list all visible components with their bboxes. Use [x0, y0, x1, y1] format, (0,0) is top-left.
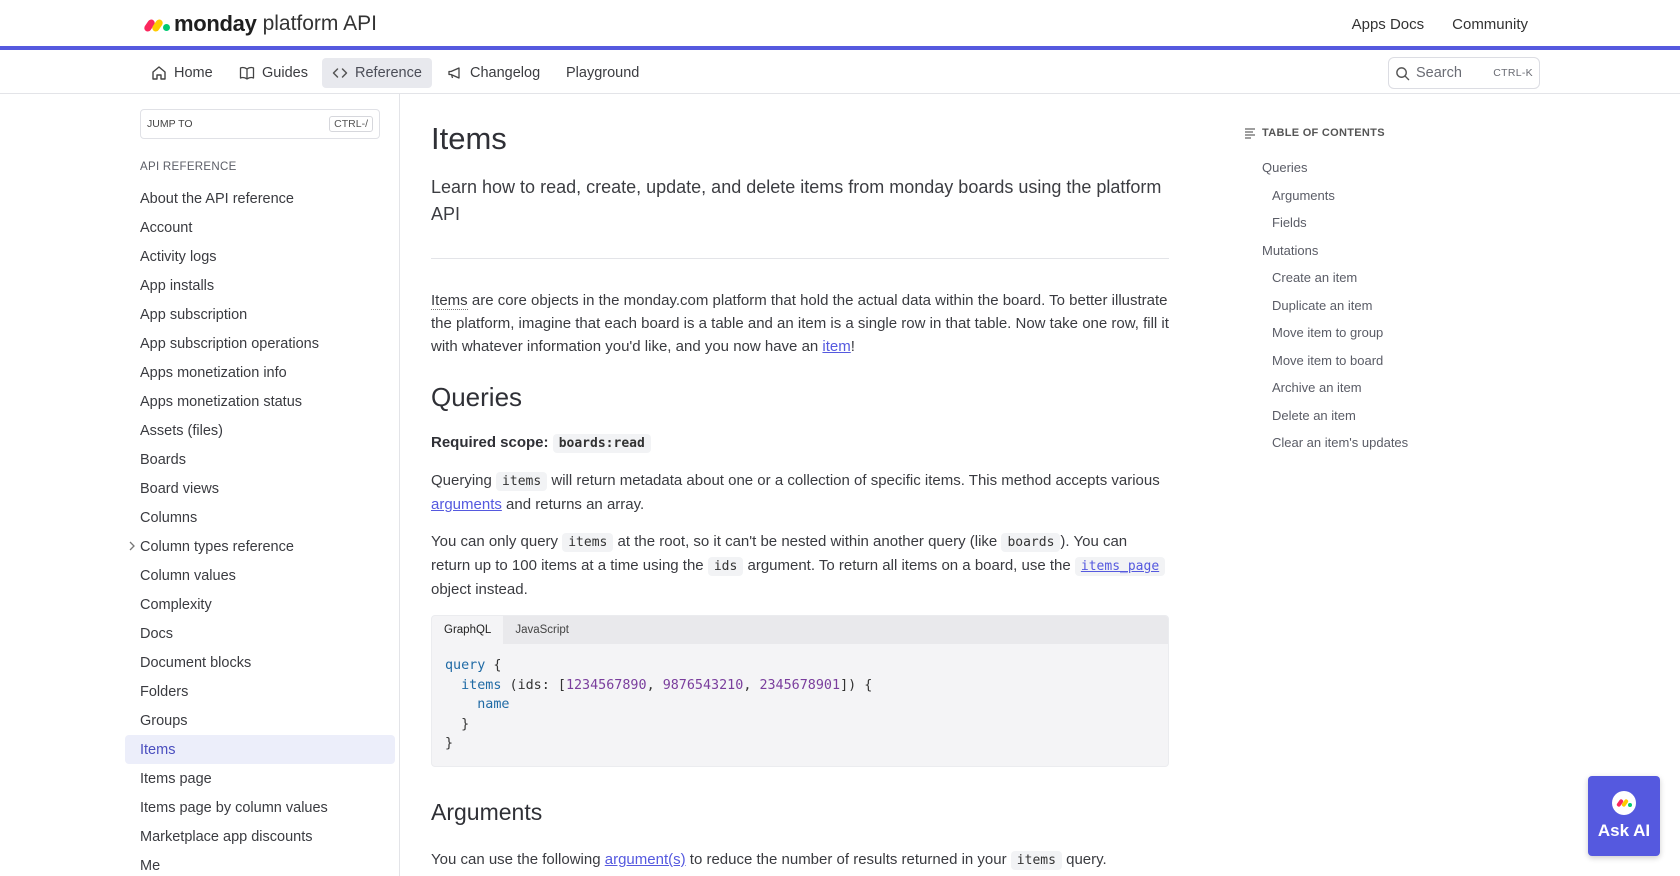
toc-heading: TABLE OF CONTENTS	[1244, 127, 1385, 139]
ask-ai-label: Ask AI	[1597, 821, 1651, 840]
sidebar-item[interactable]	[125, 532, 395, 561]
logo-text-bold: monday	[174, 11, 257, 36]
items-glossary-term[interactable]: Items	[431, 292, 468, 309]
nav-playground[interactable]	[556, 58, 649, 88]
arguments-link[interactable]: argument(s)	[604, 851, 686, 868]
sidebar-list	[125, 184, 395, 876]
sidebar-item[interactable]	[125, 213, 395, 242]
nav-changelog[interactable]	[437, 58, 550, 88]
arguments-link[interactable]: arguments	[431, 496, 502, 513]
main-content	[431, 94, 1169, 876]
jump-to-input[interactable]	[140, 109, 380, 139]
top-links	[1352, 16, 1528, 33]
sidebar-item[interactable]	[125, 706, 395, 735]
nav-guides[interactable]	[229, 58, 318, 88]
search-placeholder: Search	[1416, 65, 1462, 81]
sub-navigation	[0, 54, 1680, 94]
sidebar-item[interactable]	[125, 619, 395, 648]
arguments-paragraph: You can use the following argument(s) to reduce the number of results returned in your items query.	[431, 851, 1107, 868]
sidebar-item-label: App installs	[140, 277, 215, 294]
sidebar-item[interactable]	[125, 851, 395, 876]
toc-item[interactable]: Archive an item	[1272, 380, 1362, 396]
sidebar-item[interactable]	[125, 184, 395, 213]
chevron-right-icon[interactable]	[128, 541, 136, 551]
toc-item[interactable]: Delete an item	[1272, 407, 1356, 423]
sidebar-item-label: Column types reference	[140, 538, 294, 555]
sidebar-item[interactable]	[125, 300, 395, 329]
sidebar-item-label: Items page	[140, 770, 212, 787]
required-scope	[431, 431, 1169, 455]
jump-to-label: JUMP TO	[147, 118, 193, 130]
scope-label: Required scope:	[431, 434, 549, 451]
toc-item[interactable]: Create an item	[1272, 270, 1358, 286]
table-of-contents	[1244, 94, 1544, 876]
sidebar-item-label: Document blocks	[140, 654, 252, 671]
sidebar-item-label: Me	[140, 857, 161, 874]
sidebar-item[interactable]	[125, 474, 395, 503]
sidebar-item-label: Account	[140, 219, 193, 236]
search-input[interactable]	[1388, 57, 1540, 89]
queries-heading: Queries	[431, 382, 523, 412]
nav-reference-label: Reference	[355, 65, 422, 81]
toc-item[interactable]: Clear an item's updates	[1272, 435, 1409, 451]
sidebar-item[interactable]	[125, 271, 395, 300]
arguments-heading: Arguments	[431, 799, 543, 825]
toc-item[interactable]: Arguments	[1272, 187, 1335, 203]
home-icon	[151, 65, 167, 81]
tab-graphql[interactable]: GraphQL	[432, 616, 503, 644]
apps-docs-link[interactable]: Apps Docs	[1351, 16, 1425, 33]
community-link[interactable]: Community	[1452, 16, 1528, 33]
toc-item[interactable]: Duplicate an item	[1272, 297, 1373, 313]
sidebar-item[interactable]	[125, 329, 395, 358]
sidebar-item[interactable]	[125, 735, 395, 764]
sidebar-item-label: Items	[140, 741, 176, 758]
code-block	[431, 615, 1169, 767]
sidebar	[0, 94, 400, 876]
search-icon	[1395, 66, 1410, 81]
inline-code-items: items	[496, 472, 547, 491]
code-tabs	[432, 616, 1168, 644]
sidebar-item-label: Apps monetization info	[140, 364, 287, 381]
code-content: query { items (ids: [1234567890, 9876543210, 2345678901]) { name } }	[445, 658, 873, 751]
queries-paragraph-2: You can only query items at the root, so it can't be nested within another query (like boards ). You can return up to 100 items at a time using the ids argument. To return all items on a board, use the items_page object instead.	[431, 530, 1169, 601]
item-link[interactable]: item	[822, 338, 851, 355]
sidebar-item-label: About the API reference	[140, 190, 294, 207]
sidebar-item-label: Assets (files)	[140, 422, 223, 439]
toc-item[interactable]: Queries	[1262, 160, 1308, 176]
toc-item[interactable]: Mutations	[1262, 242, 1319, 258]
sidebar-item[interactable]	[125, 387, 395, 416]
sidebar-item[interactable]	[125, 416, 395, 445]
nav-reference[interactable]	[322, 58, 432, 88]
inline-code-items: items	[1011, 851, 1062, 870]
nav-guides-label: Guides	[262, 65, 308, 81]
toc-list	[1262, 154, 1408, 457]
items-page-link[interactable]: items_page	[1075, 557, 1165, 576]
sidebar-item[interactable]	[125, 590, 395, 619]
monday-logo-icon	[1612, 791, 1636, 815]
sidebar-item-label: Board views	[140, 480, 219, 497]
sidebar-item-label: Activity logs	[140, 248, 217, 265]
toc-item[interactable]: Move item to board	[1272, 352, 1384, 368]
logo-text-light: platform API	[262, 12, 377, 35]
scope-value: boards:read	[553, 434, 651, 453]
ask-ai-button[interactable]	[1588, 776, 1660, 856]
page-lead: Learn how to read, create, update, and delete items from monday boards using the platform API	[431, 177, 1162, 224]
inline-code-boards: boards	[1001, 533, 1060, 552]
sidebar-item[interactable]	[125, 648, 395, 677]
sidebar-item-label: App subscription operations	[140, 335, 319, 352]
sidebar-item[interactable]	[125, 242, 395, 271]
toc-item[interactable]: Fields	[1272, 215, 1307, 231]
inline-code-items: items	[562, 533, 613, 552]
sidebar-item-label: Complexity	[140, 596, 212, 613]
nav-changelog-label: Changelog	[470, 65, 541, 81]
search-shortcut: CTRL-K	[1493, 67, 1533, 79]
sidebar-item-label: Folders	[140, 683, 189, 700]
sidebar-item[interactable]	[125, 561, 395, 590]
sidebar-item[interactable]	[125, 358, 395, 387]
nav-home[interactable]	[141, 58, 223, 88]
sidebar-item[interactable]	[125, 764, 395, 793]
tab-javascript[interactable]: JavaScript	[515, 624, 569, 636]
sidebar-item-label: Marketplace app discounts	[140, 828, 313, 845]
sidebar-item-label: Columns	[140, 509, 198, 526]
queries-paragraph-1: Querying items will return metadata about one or a collection of specific items. This method accepts various arguments and returns an array.	[431, 472, 1160, 513]
top-header	[0, 0, 1680, 50]
sidebar-item[interactable]	[125, 822, 395, 851]
list-icon	[1244, 127, 1256, 139]
sidebar-item-label: Boards	[140, 451, 186, 468]
megaphone-icon	[447, 65, 463, 81]
sidebar-item-label: Column values	[140, 567, 236, 584]
logo[interactable]	[146, 11, 377, 37]
nav-home-label: Home	[174, 65, 213, 81]
jump-to-shortcut: CTRL-/	[329, 116, 373, 132]
intro-paragraph: Items are core objects in the monday.com platform that hold the actual data within the board. To better illustrate the platform, imagine that each board is a table and an item is a single row in that table. Now take one row, fill it with whatever information you'd like, and you now have an item!	[431, 292, 1169, 355]
sidebar-item-label: Items page by column values	[140, 799, 328, 816]
sidebar-item[interactable]	[125, 503, 395, 532]
sidebar-item[interactable]	[125, 793, 395, 822]
sidebar-item-label: Docs	[140, 625, 174, 642]
code-icon	[332, 65, 348, 81]
divider	[431, 258, 1169, 259]
inline-code-ids: ids	[708, 557, 743, 576]
nav-playground-label: Playground	[566, 65, 640, 81]
sidebar-item-label: App subscription	[140, 306, 248, 323]
page-title: Items	[431, 121, 507, 156]
book-icon	[239, 65, 255, 81]
sidebar-item-label: Groups	[140, 712, 188, 729]
toc-item[interactable]: Move item to group	[1272, 325, 1384, 341]
sidebar-item-label: Apps monetization status	[140, 393, 303, 410]
sidebar-item[interactable]	[125, 677, 395, 706]
sidebar-item[interactable]	[125, 445, 395, 474]
monday-logo-icon	[146, 15, 170, 33]
sidebar-heading: API REFERENCE	[140, 161, 237, 173]
